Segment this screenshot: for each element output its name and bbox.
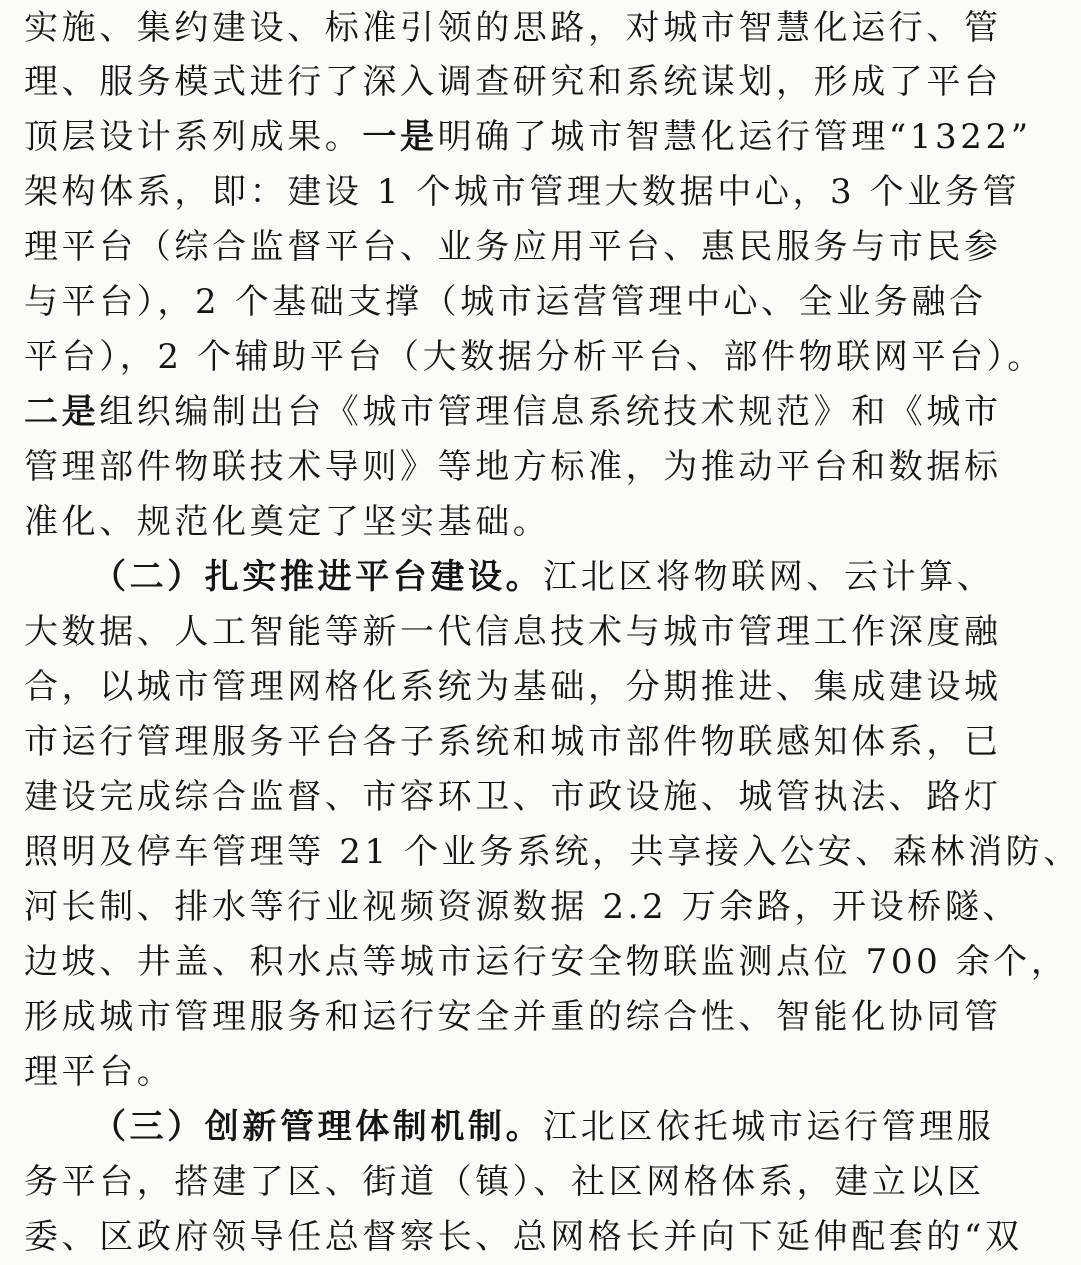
text-line: 平台），2 个辅助平台（大数据分析平台、部件物联网平台）。 bbox=[24, 337, 1045, 377]
text-segment: 明确了城市智慧化运行管理“1322” bbox=[437, 117, 1032, 157]
section-heading-line bbox=[24, 1099, 995, 1155]
text-line: 准化、规范化奠定了坚实基础。 bbox=[24, 502, 551, 542]
text-segment: 江北区将物联网、云计算、 bbox=[543, 557, 995, 597]
text-line: 市运行管理服务平台各子系统和城市部件物联感知体系，已 bbox=[24, 722, 1002, 762]
text-line: 理平台。 bbox=[24, 1052, 175, 1092]
text-line: 与平台），2 个基础支撑（城市运营管理中心、全业务融合 bbox=[24, 282, 987, 322]
text-line: 理平台（综合监督平台、业务应用平台、惠民服务与市民参 bbox=[24, 227, 1002, 267]
text-segment: 组织编制出台《城市管理信息系统技术规范》和《城市 bbox=[99, 392, 1002, 432]
text-line: 合，以城市管理网格化系统为基础，分期推进、集成建设城 bbox=[24, 667, 1002, 707]
text-line: 实施、集约建设、标准引领的思路，对城市智慧化运行、管 bbox=[24, 8, 1002, 48]
text-line: 河长制、排水等行业视频资源数据 2.2 万余路，开设桥隧、 bbox=[24, 887, 1021, 927]
text-line: 照明及停车管理等 21 个业务系统，共享接入公安、森林消防、 bbox=[24, 832, 1081, 872]
text-segment: 顶层设计系列成果。 bbox=[24, 117, 363, 157]
text-line: 委、区政府领导任总督察长、总网格长并向下延伸配套的“双 bbox=[24, 1217, 1023, 1257]
bold-marker: 一是 bbox=[362, 117, 438, 157]
text-line: 理、服务模式进行了深入调查研究和系统谋划，形成了平台 bbox=[24, 62, 1002, 102]
text-segment: 江北区依托城市运行管理服 bbox=[543, 1107, 995, 1147]
text-line: 形成城市管理服务和运行安全并重的综合性、智能化协同管 bbox=[24, 997, 1002, 1037]
text-line: 架构体系，即：建设 1 个城市管理大数据中心，3 个业务管 bbox=[24, 172, 1021, 212]
section-heading: （三）创新管理体制机制。 bbox=[92, 1107, 544, 1147]
text-line bbox=[24, 384, 1002, 440]
bold-marker: 二是 bbox=[24, 392, 100, 432]
text-line: 建设完成综合监督、市容环卫、市政设施、城管执法、路灯 bbox=[24, 777, 1002, 817]
text-line: 边坡、井盖、积水点等城市运行安全物联监测点位 700 余个， bbox=[24, 942, 1069, 982]
text-line bbox=[24, 109, 1032, 165]
section-heading: （二）扎实推进平台建设。 bbox=[92, 557, 544, 597]
section-heading-line bbox=[24, 549, 995, 605]
text-line: 大数据、人工智能等新一代信息技术与城市管理工作深度融 bbox=[24, 612, 1002, 652]
text-line: 管理部件物联技术导则》等地方标准，为推动平台和数据标 bbox=[24, 447, 1002, 487]
text-line: 务平台，搭建了区、街道（镇）、社区网格体系，建立以区 bbox=[24, 1162, 985, 1202]
